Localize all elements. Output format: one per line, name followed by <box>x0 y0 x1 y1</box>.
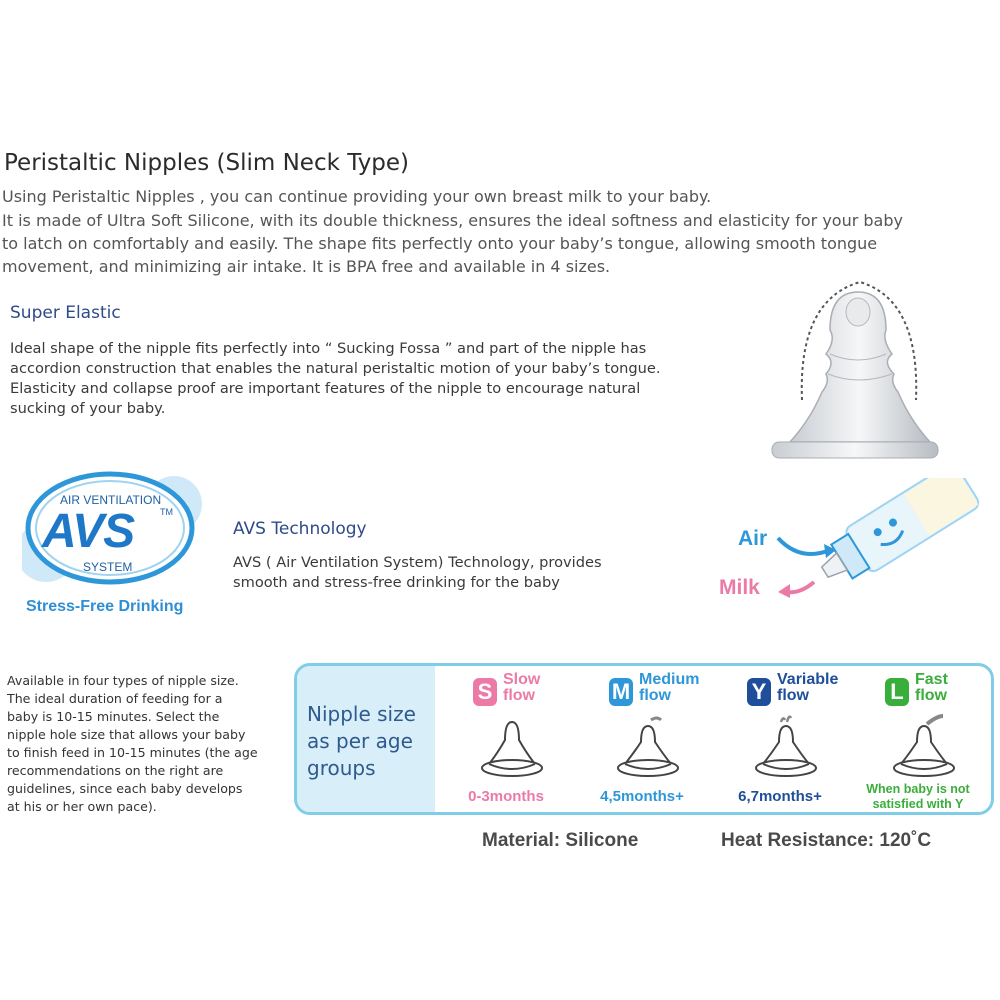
size-note-line: baby is 10-15 minutes. Select the <box>7 709 220 724</box>
super-elastic-line: Ideal shape of the nipple fits perfectly into “ Sucking Fossa ” and part of the nipple has <box>10 340 647 357</box>
size-note-line: The ideal duration of feeding for a <box>7 691 223 706</box>
panel-label-area <box>297 666 435 812</box>
age-label: 6,7months+ <box>738 788 822 805</box>
flow-label <box>915 672 948 704</box>
flow-label-line: flow <box>915 687 947 704</box>
flow-label-line: flow <box>503 687 535 704</box>
size-fast <box>849 666 987 812</box>
flow-label <box>503 672 540 704</box>
size-letter-badge: Y <box>747 678 771 706</box>
avs-logo-top-text: AIR VENTILATION <box>60 493 162 507</box>
panel-label-line: groups <box>307 756 376 780</box>
avs-logo-bottom-text: SYSTEM <box>83 560 133 574</box>
air-label: Air <box>738 527 768 550</box>
flow-label-line: Fast <box>915 671 948 688</box>
age-label-line: When baby is not <box>866 782 970 796</box>
heat-resistance-spec: Heat Resistance: 120˚C <box>721 830 932 851</box>
avs-technology-line: smooth and stress-free drinking for the baby <box>233 574 560 591</box>
flow-label-line: Slow <box>503 671 541 688</box>
nipple-size-panel <box>294 663 994 815</box>
size-note-line: recommendations on the right are <box>7 763 224 778</box>
size-medium <box>573 666 711 812</box>
nipple-icon <box>617 714 679 780</box>
panel-label-line: Nipple size <box>307 702 416 726</box>
avs-technology-line: AVS ( Air Ventilation System) Technology, provides <box>233 554 602 571</box>
avs-technology-heading: AVS Technology <box>233 519 367 539</box>
nipple-icon <box>755 714 817 780</box>
milk-label: Milk <box>719 576 760 599</box>
intro-line: movement, and minimizing air intake. It is BPA free and available in 4 sizes. <box>2 257 611 276</box>
nipple-icon <box>893 714 955 780</box>
size-note-line: at his or her own pace). <box>7 799 157 814</box>
super-elastic-line: Elasticity and collapse proof are important features of the nipple to encourage natural <box>10 380 641 397</box>
flow-label-line: flow <box>777 687 809 704</box>
nipple-product-image <box>770 270 950 480</box>
avs-logo-tm: TM <box>160 507 173 517</box>
age-label-line: satisfied with Y <box>872 797 964 811</box>
flow-label <box>639 672 699 704</box>
intro-line: It is made of Ultra Soft Silicone, with its double thickness, ensures the ideal softness and elasticity for your baby <box>2 211 903 230</box>
size-note-line: nipple hole size that allows your baby <box>7 727 246 742</box>
intro-line: Using Peristaltic Nipples , you can continue providing your own breast milk to your baby. <box>2 187 712 206</box>
size-letter-badge: M <box>609 678 633 706</box>
flow-label-line: Medium <box>639 671 700 688</box>
flow-label-line: Variable <box>777 671 839 688</box>
age-label: 0-3months <box>468 788 544 805</box>
super-elastic-line: sucking of your baby. <box>10 400 166 417</box>
page-title: Peristaltic Nipples (Slim Neck Type) <box>4 150 410 176</box>
bottle-illustration <box>770 478 1000 618</box>
panel-label-line: as per age <box>307 729 413 753</box>
age-label: 4,5months+ <box>600 788 684 805</box>
nipple-icon <box>481 714 543 780</box>
size-note-line: Available in four types of nipple size. <box>7 673 239 688</box>
avs-logo-big-text: AVS <box>42 505 135 558</box>
super-elastic-line: accordion construction that enables the natural peristaltic motion of your baby’s tongue. <box>10 360 661 377</box>
size-letter-badge: L <box>885 678 909 706</box>
super-elastic-heading: Super Elastic <box>10 303 121 323</box>
size-variable <box>711 666 849 812</box>
flow-label-line: flow <box>639 687 671 704</box>
flow-label <box>777 672 838 704</box>
size-note-line: guidelines, since each baby develops <box>7 781 243 796</box>
material-spec: Material: Silicone <box>482 830 639 851</box>
stress-free-tagline: Stress-Free Drinking <box>26 598 184 615</box>
size-note-line: to finish feed in 10-15 minutes (the age <box>7 745 258 760</box>
size-letter-badge: S <box>473 678 497 706</box>
intro-line: to latch on comfortably and easily. The shape fits perfectly onto your baby’s tongue, allowing smooth tongue <box>2 234 878 253</box>
size-slow <box>437 666 575 812</box>
